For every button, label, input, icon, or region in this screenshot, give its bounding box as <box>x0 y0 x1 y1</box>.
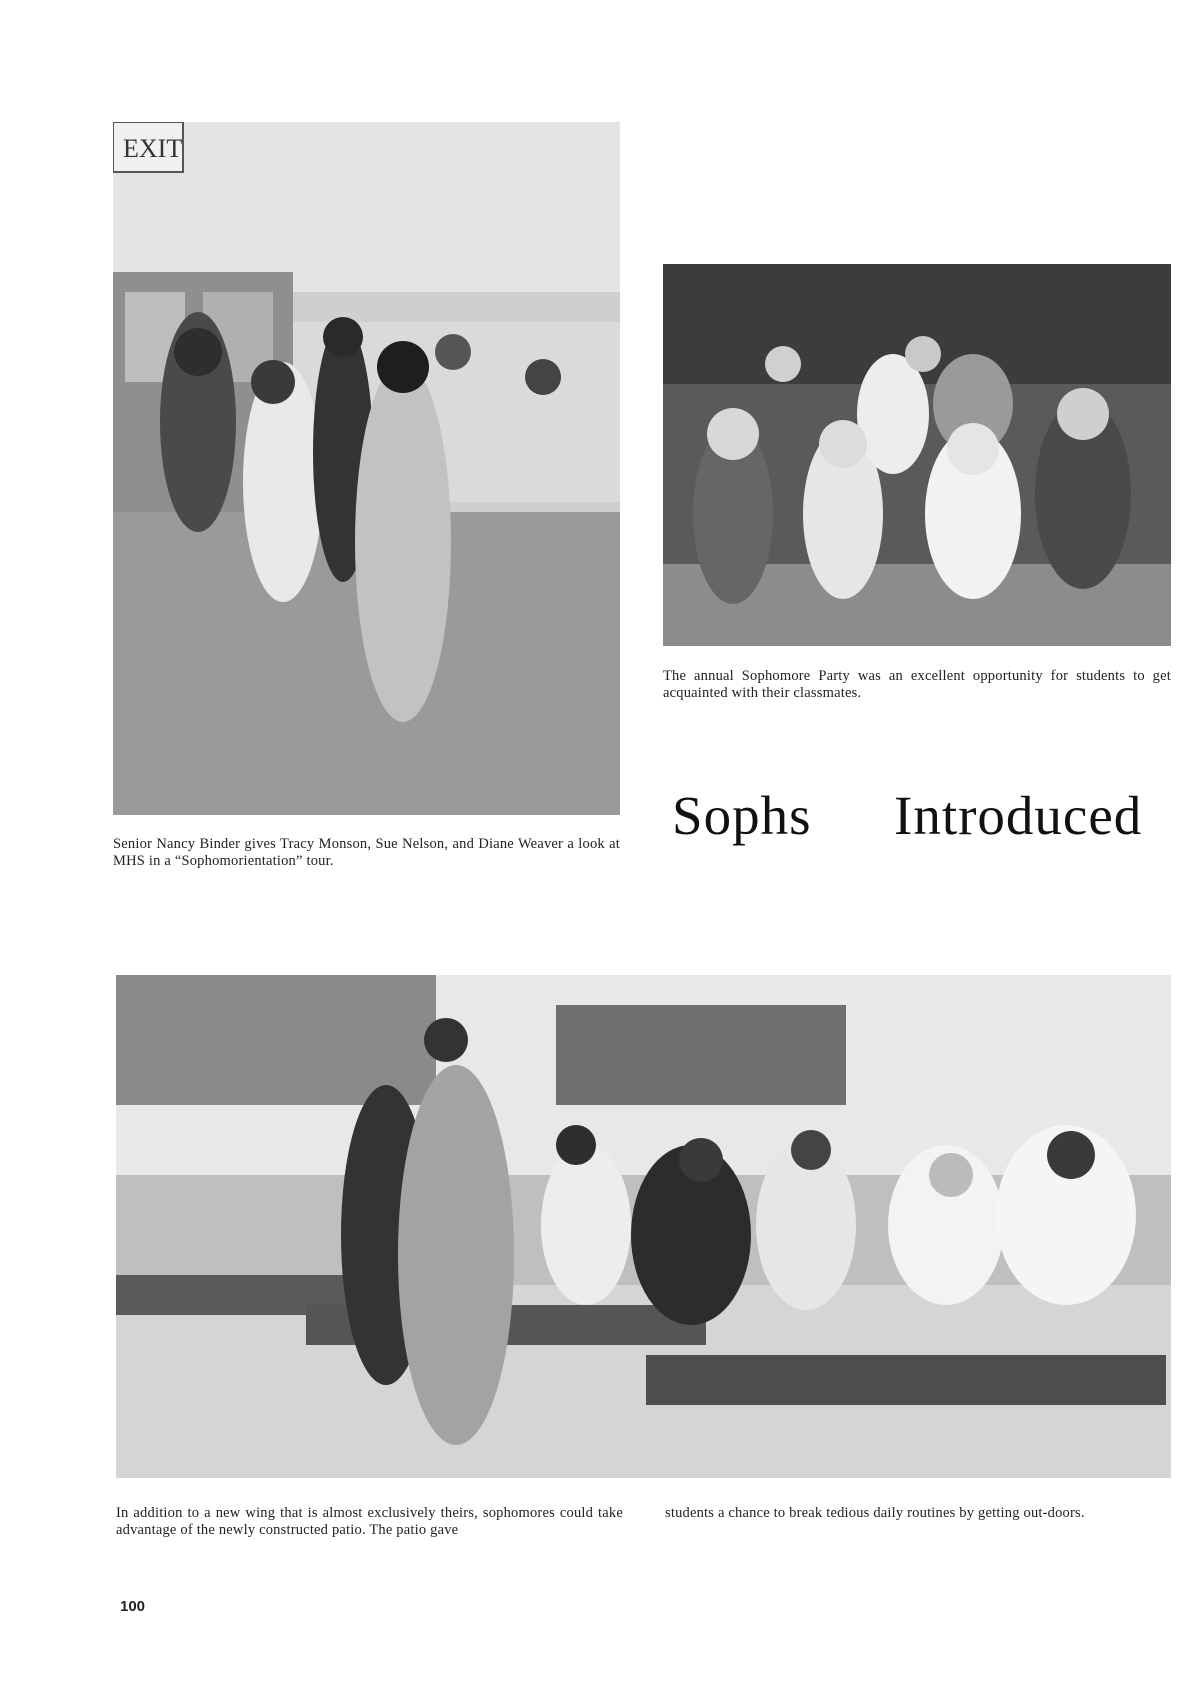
patio-photo <box>116 975 1171 1478</box>
party-caption: The annual Sophomore Party was an excellent opportunity for students to get acquainted with their classmates. <box>663 668 1171 701</box>
page-number: 100 <box>120 1598 146 1615</box>
headline-word-1: Sophs <box>672 785 812 846</box>
headline-word-2: Introduced <box>894 785 1143 846</box>
patio-caption-column-1: In addition to a new wing that is almost exclusively theirs, sophomores could take advantage of the newly constructed patio. The patio gave <box>116 1505 623 1538</box>
exit-sign-text: EXIT <box>123 134 183 163</box>
hallway-caption: Senior Nancy Binder gives Tracy Monson, Sue Nelson, and Diane Weaver a look at MHS in a “Sophomorientation” tour. <box>113 836 620 869</box>
patio-caption-column-2: students a chance to break tedious daily routines by getting out-doors. <box>665 1505 1085 1521</box>
sophomore-party-photo <box>663 264 1171 646</box>
hallway-tour-photo <box>113 122 620 815</box>
